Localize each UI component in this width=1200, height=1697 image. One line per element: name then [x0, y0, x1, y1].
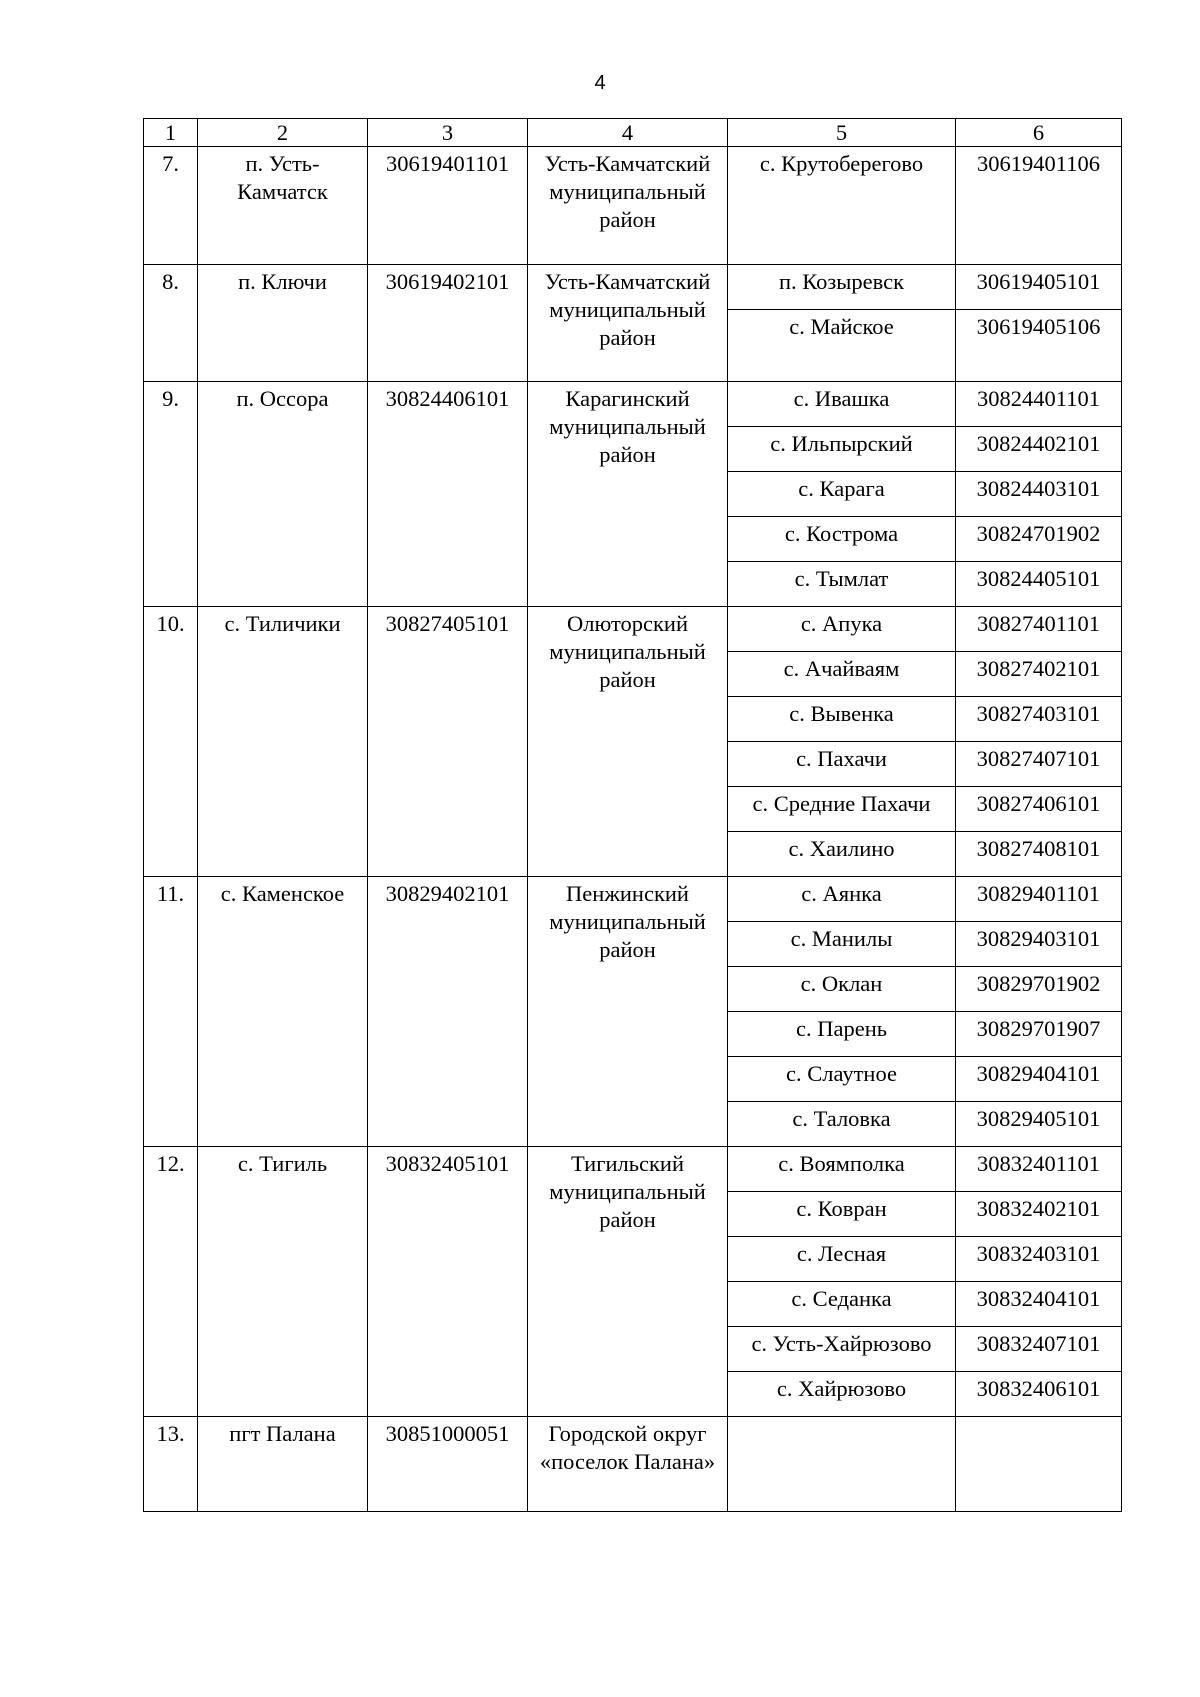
table-row — [144, 1147, 1122, 1192]
settlement-code: 30832406101 — [956, 1372, 1122, 1417]
settlement-name: с. Майское — [728, 310, 956, 382]
admin-center: п. Ключи — [198, 265, 368, 382]
table-row — [144, 382, 1122, 427]
table-row — [144, 877, 1122, 922]
page-number: 4 — [594, 72, 606, 94]
settlement-name: с. Ильпырский — [728, 427, 956, 472]
table-row — [144, 607, 1122, 652]
header-cell: 2 — [198, 119, 368, 147]
row-number: 8. — [144, 265, 198, 382]
settlement-name: с. Седанка — [728, 1282, 956, 1327]
municipal-district: Тигильский муниципальный район — [528, 1147, 728, 1417]
settlement-code: 30827406101 — [956, 787, 1122, 832]
settlement-code: 30827401101 — [956, 607, 1122, 652]
admin-center: с. Тиличики — [198, 607, 368, 877]
row-number: 10. — [144, 607, 198, 877]
row-number: 13. — [144, 1417, 198, 1512]
municipal-district: Карагинский муниципальный район — [528, 382, 728, 607]
admin-center: п. Усть-Камчатск — [198, 147, 368, 265]
settlement-name: с. Средние Пахачи — [728, 787, 956, 832]
municipal-district: Олюторский муниципальный район — [528, 607, 728, 877]
admin-center-code: 30832405101 — [368, 1147, 528, 1417]
settlement-name: с. Апука — [728, 607, 956, 652]
table-row — [144, 147, 1122, 265]
settlement-code: 30829405101 — [956, 1102, 1122, 1147]
header-cell: 5 — [728, 119, 956, 147]
settlement-name: с. Ачайваям — [728, 652, 956, 697]
settlement-code: 30832403101 — [956, 1237, 1122, 1282]
settlement-code: 30832407101 — [956, 1327, 1122, 1372]
row-number: 11. — [144, 877, 198, 1147]
settlement-name: с. Парень — [728, 1012, 956, 1057]
table-row — [144, 1417, 1122, 1512]
municipal-district: Городской округ «поселок Палана» — [528, 1417, 728, 1512]
settlement-name: с. Аянка — [728, 877, 956, 922]
header-cell: 6 — [956, 119, 1122, 147]
settlement-name: с. Лесная — [728, 1237, 956, 1282]
settlement-name: с. Хаилино — [728, 832, 956, 877]
settlement-name: п. Козыревск — [728, 265, 956, 310]
table-row — [144, 265, 1122, 310]
settlement-name: с. Карага — [728, 472, 956, 517]
settlement-name: с. Оклан — [728, 967, 956, 1012]
municipal-district: Пенжинский муниципальный район — [528, 877, 728, 1147]
row-number: 12. — [144, 1147, 198, 1417]
admin-center: п. Оссора — [198, 382, 368, 607]
settlement-code: 30827408101 — [956, 832, 1122, 877]
settlement-code: 30824701902 — [956, 517, 1122, 562]
admin-center-code: 30619401101 — [368, 147, 528, 265]
admin-center-code: 30851000051 — [368, 1417, 528, 1512]
settlement-name: с. Ивашка — [728, 382, 956, 427]
admin-center: с. Тигиль — [198, 1147, 368, 1417]
settlement-name: с. Воямполка — [728, 1147, 956, 1192]
settlement-code: 30829701902 — [956, 967, 1122, 1012]
table-header-row — [144, 119, 1122, 147]
header-cell: 3 — [368, 119, 528, 147]
row-number: 9. — [144, 382, 198, 607]
settlement-code: 30619405101 — [956, 265, 1122, 310]
admin-center: пгт Палана — [198, 1417, 368, 1512]
header-cell: 1 — [144, 119, 198, 147]
settlement-code: 30824401101 — [956, 382, 1122, 427]
admin-center-code: 30829402101 — [368, 877, 528, 1147]
settlement-code: 30829403101 — [956, 922, 1122, 967]
settlement-name: с. Ковран — [728, 1192, 956, 1237]
settlement-name: с. Крутоберегово — [728, 147, 956, 265]
admin-center: с. Каменское — [198, 877, 368, 1147]
settlement-code: 30829701907 — [956, 1012, 1122, 1057]
settlement-code: 30829404101 — [956, 1057, 1122, 1102]
settlement-name: с. Хайрюзово — [728, 1372, 956, 1417]
settlement-name: с. Таловка — [728, 1102, 956, 1147]
municipal-district: Усть-Камчатский муниципальный район — [528, 147, 728, 265]
admin-center-code: 30824406101 — [368, 382, 528, 607]
settlement-name: с. Слаутное — [728, 1057, 956, 1102]
settlement-name: с. Манилы — [728, 922, 956, 967]
settlement-code: 30832404101 — [956, 1282, 1122, 1327]
settlement-code: 30827407101 — [956, 742, 1122, 787]
settlement-code: 30827403101 — [956, 697, 1122, 742]
settlement-code: 30827402101 — [956, 652, 1122, 697]
settlement-name: с. Пахачи — [728, 742, 956, 787]
settlement-code: 30824405101 — [956, 562, 1122, 607]
settlements-table — [143, 118, 1122, 1512]
settlement-code — [956, 1417, 1122, 1512]
settlement-name: с. Кострома — [728, 517, 956, 562]
settlement-name: с. Тымлат — [728, 562, 956, 607]
row-number: 7. — [144, 147, 198, 265]
settlement-name: с. Усть-Хайрюзово — [728, 1327, 956, 1372]
settlement-code: 30619401106 — [956, 147, 1122, 265]
admin-center-code: 30619402101 — [368, 265, 528, 382]
settlement-code: 30824402101 — [956, 427, 1122, 472]
header-cell: 4 — [528, 119, 728, 147]
settlement-code: 30619405106 — [956, 310, 1122, 382]
municipal-district: Усть-Камчатский муниципальный район — [528, 265, 728, 382]
settlement-code: 30824403101 — [956, 472, 1122, 517]
settlement-code: 30832402101 — [956, 1192, 1122, 1237]
settlement-name — [728, 1417, 956, 1512]
settlement-name: с. Вывенка — [728, 697, 956, 742]
settlement-code: 30829401101 — [956, 877, 1122, 922]
settlement-code: 30832401101 — [956, 1147, 1122, 1192]
admin-center-code: 30827405101 — [368, 607, 528, 877]
